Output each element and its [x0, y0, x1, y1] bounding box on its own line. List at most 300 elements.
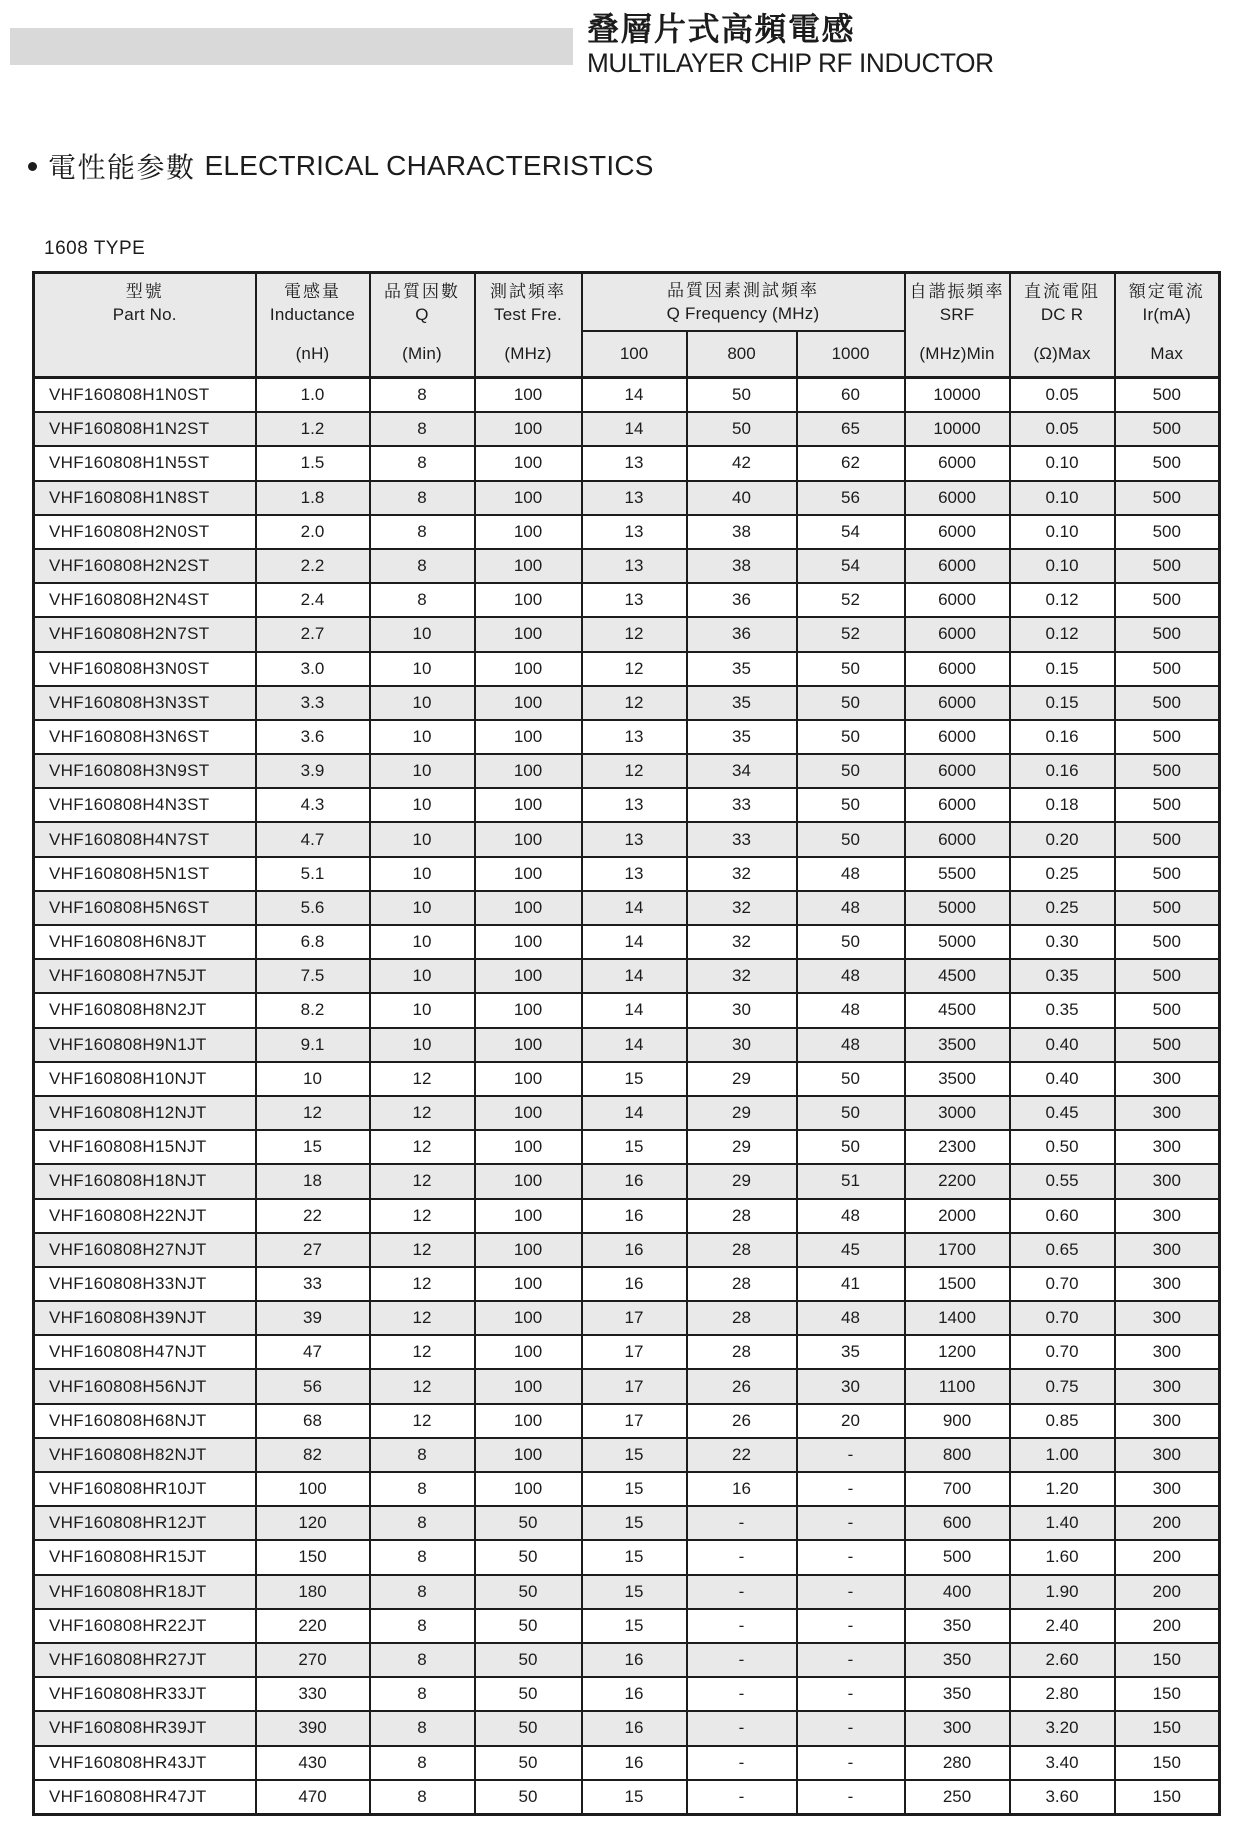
value-cell: 60: [797, 378, 905, 413]
value-cell: 0.18: [1010, 788, 1115, 822]
value-cell: 82: [256, 1438, 370, 1472]
table-row: [34, 446, 1220, 480]
col-header-srf-unit: (MHz)Min: [919, 344, 995, 363]
value-cell: 500: [1115, 720, 1220, 754]
value-cell: 13: [582, 788, 687, 822]
part-no-cell: VHF160808H56NJT: [34, 1369, 256, 1403]
value-cell: 15: [582, 1506, 687, 1540]
value-cell: 48: [797, 891, 905, 925]
value-cell: 16: [582, 1677, 687, 1711]
value-cell: 6000: [905, 720, 1010, 754]
value-cell: 500: [1115, 822, 1220, 856]
value-cell: 12: [370, 1199, 475, 1233]
part-no-cell: VHF160808H27NJT: [34, 1233, 256, 1267]
value-cell: 48: [797, 1301, 905, 1335]
value-cell: 0.25: [1010, 857, 1115, 891]
value-cell: 50: [797, 1130, 905, 1164]
value-cell: 100: [475, 891, 582, 925]
value-cell: 100: [475, 857, 582, 891]
value-cell: 800: [905, 1438, 1010, 1472]
col-header-test-freq-unit: (MHz): [504, 344, 552, 363]
col-header-part-no-en: Part No.: [112, 304, 177, 324]
col-header-dcr-en: DC R: [1040, 304, 1084, 324]
table-row: [34, 925, 1220, 959]
value-cell: 5.6: [256, 891, 370, 925]
value-cell: 3.6: [256, 720, 370, 754]
value-cell: 12: [370, 1369, 475, 1403]
value-cell: 8: [370, 1575, 475, 1609]
value-cell: 270: [256, 1643, 370, 1677]
value-cell: 34: [687, 754, 797, 788]
value-cell: 1.8: [256, 481, 370, 515]
value-cell: -: [797, 1746, 905, 1780]
value-cell: 13: [582, 446, 687, 480]
value-cell: 29: [687, 1096, 797, 1130]
value-cell: 0.15: [1010, 652, 1115, 686]
value-cell: 0.65: [1010, 1233, 1115, 1267]
value-cell: 150: [256, 1540, 370, 1574]
table-row: [34, 1062, 1220, 1096]
col-header-q-frequency-group: [582, 273, 905, 332]
value-cell: 26: [687, 1404, 797, 1438]
value-cell: 100: [475, 822, 582, 856]
value-cell: 500: [1115, 481, 1220, 515]
value-cell: 300: [1115, 1199, 1220, 1233]
value-cell: 500: [1115, 617, 1220, 651]
col-header-srf-zh: 自諧振頻率: [909, 281, 1005, 301]
value-cell: 150: [1115, 1780, 1220, 1815]
value-cell: 8: [370, 1677, 475, 1711]
col-header-rated-current: [1115, 273, 1220, 378]
page-title-zh: 叠層片式高頻電感: [587, 11, 856, 47]
value-cell: 3.3: [256, 686, 370, 720]
value-cell: 50: [475, 1609, 582, 1643]
value-cell: -: [687, 1506, 797, 1540]
value-cell: 500: [1115, 754, 1220, 788]
page-title-en: MULTILAYER CHIP RF INDUCTOR: [587, 48, 994, 78]
value-cell: 15: [582, 1609, 687, 1643]
table-row: [34, 993, 1220, 1027]
value-cell: 13: [582, 720, 687, 754]
value-cell: -: [687, 1643, 797, 1677]
value-cell: 300: [1115, 1335, 1220, 1369]
value-cell: 41: [797, 1267, 905, 1301]
table-row: [34, 822, 1220, 856]
value-cell: 12: [582, 686, 687, 720]
part-no-cell: VHF160808H3N9ST: [34, 754, 256, 788]
value-cell: 6000: [905, 481, 1010, 515]
table-row: [34, 1233, 1220, 1267]
col-header-inductance: [256, 273, 370, 378]
value-cell: 14: [582, 925, 687, 959]
value-cell: 45: [797, 1233, 905, 1267]
value-cell: 33: [687, 788, 797, 822]
part-no-cell: VHF160808H2N2ST: [34, 549, 256, 583]
table-row: [34, 788, 1220, 822]
table-row: [34, 959, 1220, 993]
col-header-dcr-unit: (Ω)Max: [1033, 344, 1091, 363]
col-header-inductance-zh: 電感量: [284, 281, 341, 301]
value-cell: 28: [687, 1335, 797, 1369]
value-cell: 500: [905, 1540, 1010, 1574]
part-no-cell: VHF160808H22NJT: [34, 1199, 256, 1233]
value-cell: 20: [797, 1404, 905, 1438]
value-cell: 50: [797, 1062, 905, 1096]
part-no-cell: VHF160808H39NJT: [34, 1301, 256, 1335]
value-cell: 1.5: [256, 446, 370, 480]
part-no-cell: VHF160808H1N8ST: [34, 481, 256, 515]
value-cell: 250: [905, 1780, 1010, 1815]
table-row: [34, 583, 1220, 617]
value-cell: 100: [475, 686, 582, 720]
value-cell: 0.60: [1010, 1199, 1115, 1233]
table-header: [34, 273, 1220, 378]
value-cell: 8: [370, 515, 475, 549]
value-cell: 2.7: [256, 617, 370, 651]
sub-header-100mhz: 100: [582, 331, 687, 377]
value-cell: 180: [256, 1575, 370, 1609]
value-cell: 220: [256, 1609, 370, 1643]
value-cell: 900: [905, 1404, 1010, 1438]
value-cell: 8: [370, 1609, 475, 1643]
value-cell: 48: [797, 959, 905, 993]
value-cell: 0.70: [1010, 1301, 1115, 1335]
value-cell: 33: [256, 1267, 370, 1301]
value-cell: 10: [370, 925, 475, 959]
value-cell: 0.70: [1010, 1335, 1115, 1369]
value-cell: 0.70: [1010, 1267, 1115, 1301]
value-cell: 50: [687, 412, 797, 446]
value-cell: 6000: [905, 549, 1010, 583]
value-cell: 430: [256, 1746, 370, 1780]
col-header-srf: [905, 273, 1010, 378]
value-cell: 0.10: [1010, 481, 1115, 515]
value-cell: 150: [1115, 1643, 1220, 1677]
value-cell: 10: [370, 754, 475, 788]
value-cell: 12: [370, 1404, 475, 1438]
value-cell: 16: [582, 1164, 687, 1198]
value-cell: 29: [687, 1164, 797, 1198]
value-cell: 12: [370, 1267, 475, 1301]
value-cell: 32: [687, 959, 797, 993]
value-cell: 12: [370, 1096, 475, 1130]
value-cell: 500: [1115, 686, 1220, 720]
value-cell: 700: [905, 1472, 1010, 1506]
value-cell: 100: [475, 481, 582, 515]
value-cell: 17: [582, 1301, 687, 1335]
value-cell: 300: [1115, 1164, 1220, 1198]
table-row: [34, 1335, 1220, 1369]
value-cell: -: [797, 1575, 905, 1609]
value-cell: 4.3: [256, 788, 370, 822]
value-cell: 100: [475, 959, 582, 993]
value-cell: 0.10: [1010, 446, 1115, 480]
col-header-q-zh: 品質因數: [384, 281, 460, 301]
value-cell: 8: [370, 1711, 475, 1745]
table-row: [34, 1506, 1220, 1540]
part-no-cell: VHF160808H10NJT: [34, 1062, 256, 1096]
value-cell: 16: [582, 1233, 687, 1267]
table-row: [34, 1301, 1220, 1335]
value-cell: 51: [797, 1164, 905, 1198]
value-cell: 120: [256, 1506, 370, 1540]
value-cell: 10: [370, 720, 475, 754]
value-cell: 48: [797, 1028, 905, 1062]
value-cell: 0.40: [1010, 1028, 1115, 1062]
value-cell: 0.05: [1010, 412, 1115, 446]
value-cell: 100: [475, 1267, 582, 1301]
value-cell: 54: [797, 549, 905, 583]
value-cell: 13: [582, 583, 687, 617]
value-cell: 10: [370, 1028, 475, 1062]
value-cell: 15: [582, 1540, 687, 1574]
value-cell: 0.40: [1010, 1062, 1115, 1096]
part-no-cell: VHF160808H5N1ST: [34, 857, 256, 891]
table-body: [34, 378, 1220, 1815]
value-cell: -: [797, 1643, 905, 1677]
col-header-q-en: Q: [415, 304, 429, 324]
value-cell: 13: [582, 515, 687, 549]
value-cell: 300: [1115, 1404, 1220, 1438]
value-cell: 10: [370, 959, 475, 993]
col-header-inductance-unit: (nH): [295, 344, 330, 363]
value-cell: 350: [905, 1609, 1010, 1643]
table-row: [34, 1643, 1220, 1677]
value-cell: 16: [582, 1711, 687, 1745]
value-cell: 15: [256, 1130, 370, 1164]
value-cell: 100: [475, 993, 582, 1027]
value-cell: 500: [1115, 583, 1220, 617]
value-cell: 100: [475, 652, 582, 686]
value-cell: -: [797, 1780, 905, 1815]
value-cell: 50: [475, 1540, 582, 1574]
value-cell: 300: [1115, 1472, 1220, 1506]
value-cell: 13: [582, 549, 687, 583]
value-cell: 100: [475, 1301, 582, 1335]
value-cell: 100: [475, 515, 582, 549]
value-cell: 40: [687, 481, 797, 515]
value-cell: 38: [687, 549, 797, 583]
value-cell: 2.40: [1010, 1609, 1115, 1643]
value-cell: 0.85: [1010, 1404, 1115, 1438]
value-cell: 10: [370, 857, 475, 891]
value-cell: 14: [582, 412, 687, 446]
value-cell: 500: [1115, 446, 1220, 480]
value-cell: 300: [1115, 1062, 1220, 1096]
table-row: [34, 1404, 1220, 1438]
value-cell: 100: [475, 412, 582, 446]
table-row: [34, 378, 1220, 413]
value-cell: 14: [582, 378, 687, 413]
value-cell: 2.0: [256, 515, 370, 549]
value-cell: 330: [256, 1677, 370, 1711]
value-cell: 1.60: [1010, 1540, 1115, 1574]
value-cell: 17: [582, 1404, 687, 1438]
table-row: [34, 1267, 1220, 1301]
value-cell: 0.20: [1010, 822, 1115, 856]
value-cell: 500: [1115, 652, 1220, 686]
value-cell: 5000: [905, 925, 1010, 959]
value-cell: 200: [1115, 1575, 1220, 1609]
value-cell: 12: [370, 1335, 475, 1369]
type-label: 1608 TYPE: [44, 238, 146, 259]
value-cell: 0.30: [1010, 925, 1115, 959]
value-cell: 1700: [905, 1233, 1010, 1267]
value-cell: 200: [1115, 1540, 1220, 1574]
value-cell: 15: [582, 1130, 687, 1164]
value-cell: 14: [582, 1028, 687, 1062]
value-cell: 100: [475, 788, 582, 822]
value-cell: -: [797, 1711, 905, 1745]
value-cell: 8: [370, 1643, 475, 1677]
value-cell: 36: [687, 617, 797, 651]
part-no-cell: VHF160808H5N6ST: [34, 891, 256, 925]
table-row: [34, 1438, 1220, 1472]
value-cell: 32: [687, 891, 797, 925]
value-cell: 500: [1115, 412, 1220, 446]
value-cell: 36: [687, 583, 797, 617]
value-cell: 2.4: [256, 583, 370, 617]
value-cell: 16: [582, 1199, 687, 1233]
value-cell: 300: [1115, 1096, 1220, 1130]
value-cell: 27: [256, 1233, 370, 1267]
value-cell: -: [797, 1472, 905, 1506]
value-cell: 100: [475, 583, 582, 617]
table-row: [34, 1164, 1220, 1198]
value-cell: 12: [370, 1164, 475, 1198]
value-cell: 300: [1115, 1301, 1220, 1335]
value-cell: 100: [475, 1164, 582, 1198]
part-no-cell: VHF160808H7N5JT: [34, 959, 256, 993]
value-cell: 8: [370, 549, 475, 583]
table-row: [34, 1028, 1220, 1062]
value-cell: -: [687, 1711, 797, 1745]
value-cell: 13: [582, 822, 687, 856]
value-cell: 100: [475, 1404, 582, 1438]
value-cell: 8: [370, 412, 475, 446]
part-no-cell: VHF160808H9N1JT: [34, 1028, 256, 1062]
value-cell: 3000: [905, 1096, 1010, 1130]
value-cell: 50: [475, 1506, 582, 1540]
value-cell: 3.20: [1010, 1711, 1115, 1745]
value-cell: 50: [797, 788, 905, 822]
col-header-srf-en: SRF: [939, 304, 975, 324]
value-cell: 500: [1115, 891, 1220, 925]
table-row: [34, 1199, 1220, 1233]
value-cell: 200: [1115, 1609, 1220, 1643]
value-cell: 0.55: [1010, 1164, 1115, 1198]
table-row: [34, 549, 1220, 583]
part-no-cell: VHF160808HR10JT: [34, 1472, 256, 1506]
value-cell: 50: [797, 652, 905, 686]
value-cell: 10: [370, 652, 475, 686]
table-row: [34, 1609, 1220, 1643]
part-no-cell: VHF160808H3N6ST: [34, 720, 256, 754]
value-cell: 35: [687, 652, 797, 686]
value-cell: 47: [256, 1335, 370, 1369]
col-header-q-frequency-en: Q Frequency (MHz): [666, 304, 820, 324]
electrical-characteristics-table: [32, 271, 1221, 1816]
part-no-cell: VHF160808H4N7ST: [34, 822, 256, 856]
part-no-cell: VHF160808H15NJT: [34, 1130, 256, 1164]
part-no-cell: VHF160808H6N8JT: [34, 925, 256, 959]
value-cell: 0.10: [1010, 515, 1115, 549]
value-cell: 500: [1115, 925, 1220, 959]
value-cell: 10: [256, 1062, 370, 1096]
value-cell: 48: [797, 857, 905, 891]
table-row: [34, 891, 1220, 925]
table-row: [34, 754, 1220, 788]
part-no-cell: VHF160808H3N0ST: [34, 652, 256, 686]
value-cell: 17: [582, 1335, 687, 1369]
value-cell: 30: [687, 993, 797, 1027]
value-cell: -: [687, 1609, 797, 1643]
value-cell: 39: [256, 1301, 370, 1335]
value-cell: 0.35: [1010, 959, 1115, 993]
part-no-cell: VHF160808HR12JT: [34, 1506, 256, 1540]
value-cell: 4.7: [256, 822, 370, 856]
bullet-icon: [28, 162, 37, 171]
value-cell: 48: [797, 1199, 905, 1233]
value-cell: 50: [687, 378, 797, 413]
value-cell: 28: [687, 1267, 797, 1301]
col-header-dcr: [1010, 273, 1115, 378]
value-cell: 16: [687, 1472, 797, 1506]
col-header-test-freq: [475, 273, 582, 378]
value-cell: 6000: [905, 788, 1010, 822]
value-cell: 62: [797, 446, 905, 480]
value-cell: 6000: [905, 617, 1010, 651]
col-header-q-frequency-zh: 品質因素測試頻率: [667, 281, 819, 301]
value-cell: 32: [687, 857, 797, 891]
value-cell: 50: [475, 1780, 582, 1815]
part-no-cell: VHF160808H12NJT: [34, 1096, 256, 1130]
value-cell: 16: [582, 1267, 687, 1301]
value-cell: 14: [582, 959, 687, 993]
value-cell: 12: [370, 1233, 475, 1267]
value-cell: 500: [1115, 788, 1220, 822]
value-cell: 100: [475, 1369, 582, 1403]
part-no-cell: VHF160808H8N2JT: [34, 993, 256, 1027]
value-cell: 29: [687, 1062, 797, 1096]
value-cell: 100: [475, 549, 582, 583]
value-cell: 2.60: [1010, 1643, 1115, 1677]
value-cell: 500: [1115, 993, 1220, 1027]
value-cell: 3500: [905, 1062, 1010, 1096]
value-cell: 16: [582, 1746, 687, 1780]
value-cell: 300: [1115, 1233, 1220, 1267]
value-cell: 12: [582, 652, 687, 686]
value-cell: 22: [687, 1438, 797, 1472]
value-cell: 280: [905, 1746, 1010, 1780]
value-cell: -: [797, 1540, 905, 1574]
value-cell: 2.2: [256, 549, 370, 583]
value-cell: 300: [1115, 1369, 1220, 1403]
value-cell: 8: [370, 1780, 475, 1815]
value-cell: 14: [582, 993, 687, 1027]
value-cell: 15: [582, 1062, 687, 1096]
value-cell: 52: [797, 617, 905, 651]
value-cell: 9.1: [256, 1028, 370, 1062]
value-cell: 100: [475, 617, 582, 651]
value-cell: 50: [475, 1711, 582, 1745]
value-cell: 30: [797, 1369, 905, 1403]
value-cell: 10: [370, 993, 475, 1027]
value-cell: 10000: [905, 412, 1010, 446]
value-cell: 600: [905, 1506, 1010, 1540]
value-cell: 48: [797, 993, 905, 1027]
value-cell: 12: [582, 617, 687, 651]
